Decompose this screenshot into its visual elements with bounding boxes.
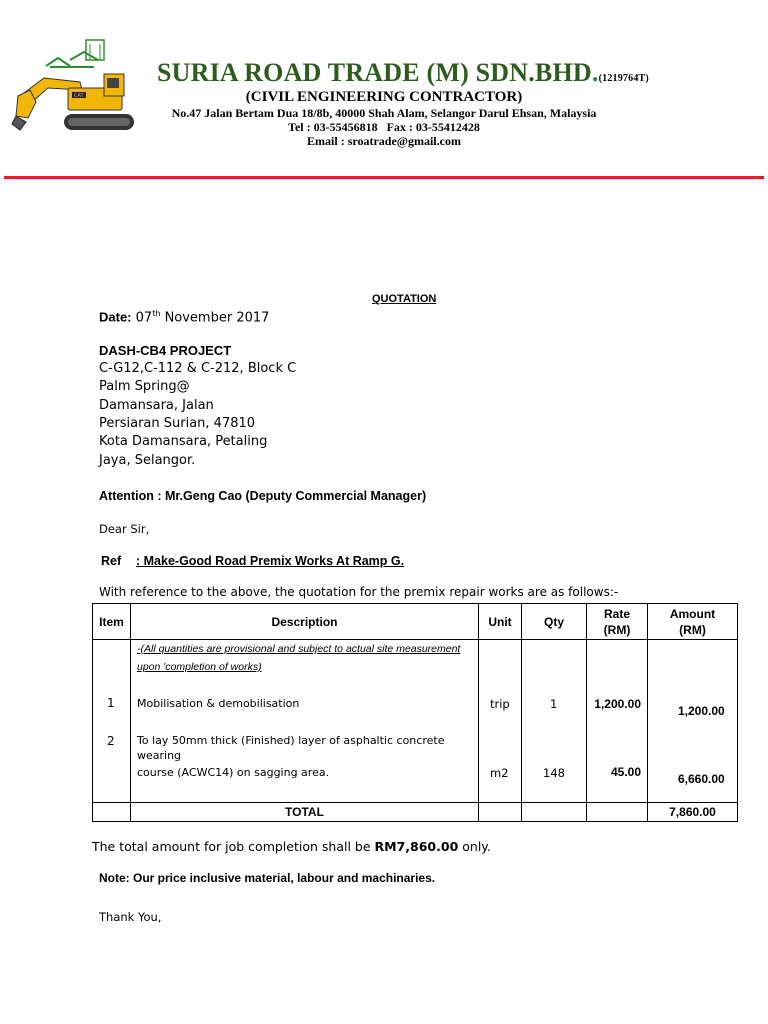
row-unit: m2 <box>490 766 509 780</box>
total-statement-value: RM7,860.00 <box>374 839 459 854</box>
row-qty: 148 <box>543 766 565 780</box>
row-rate: 45.00 <box>610 765 641 779</box>
company-name: SURIA ROAD TRADE (M) SDN.BHD <box>157 58 592 87</box>
row-description: Mobilisation & demobilisation <box>137 697 300 710</box>
table-header-row <box>93 604 738 640</box>
salutation: Dear Sir, <box>99 522 150 536</box>
address-line: Jaya, Selangor. <box>99 453 196 468</box>
row-description: To lay 50mm thick (Finished) layer of asphaltic concrete <box>137 734 445 747</box>
date-line <box>99 309 269 325</box>
header-rate-unit: (RM) <box>603 622 631 637</box>
project-name: DASH-CB4 PROJECT <box>99 343 232 358</box>
company-address: No.47 Jalan Bertam Dua 18/8b, 40000 Shah Alam, Selangor Darul Ehsan, Malaysia <box>171 106 597 120</box>
address-line: Persiaran Surian, 47810 <box>99 416 256 431</box>
row-amount: 1,200.00 <box>678 704 725 718</box>
excavator-logo-icon <box>10 38 150 148</box>
company-tel-fax: Tel : 03-55456818 Fax : 03-55412428 <box>288 120 480 134</box>
price-note: Note: Our price inclusive material, labour and machinaries. <box>99 871 436 885</box>
total-label: TOTAL <box>131 803 479 822</box>
total-statement <box>92 839 491 854</box>
row-amount: 6,660.00 <box>678 772 725 786</box>
logo-mark: CAT <box>74 93 84 99</box>
company-logo <box>10 38 150 148</box>
item-cell <box>93 640 131 803</box>
header-amount <box>648 604 738 640</box>
qty-cell <box>522 640 587 803</box>
row-qty: 1 <box>550 697 558 711</box>
row-rate: 1,200.00 <box>594 697 641 711</box>
company-reg-no: (1219764T) <box>598 73 649 84</box>
intro-text: With reference to the above, the quotation for the premix repair works are as follows:- <box>99 585 619 599</box>
address-line: Palm Spring@ <box>99 379 190 394</box>
total-amount: 7,860.00 <box>648 803 738 822</box>
description-cell <box>131 640 479 803</box>
header-unit: Unit <box>479 604 522 640</box>
date-month-year: November 2017 <box>164 310 270 326</box>
company-dot: . <box>591 58 599 87</box>
row-unit: trip <box>490 697 510 711</box>
total-qty-cell <box>522 803 587 822</box>
row-item: 1 <box>107 696 115 710</box>
header-item: Item <box>93 604 131 640</box>
ref-text: : Make-Good Road Premix Works At Ramp G. <box>136 554 405 568</box>
header-rate-label: Rate <box>603 606 630 621</box>
header-qty: Qty <box>522 604 587 640</box>
header-amount-label: Amount <box>669 606 716 621</box>
header-amount-unit: (RM) <box>679 622 706 637</box>
company-subtitle: (CIVIL ENGINEERING CONTRACTOR) <box>245 89 523 105</box>
date-suffix: th <box>152 309 161 318</box>
quotation-table <box>92 603 738 822</box>
row-description: course (ACWC14) on sagging area. <box>137 766 330 779</box>
address-line: Kota Damansara, Petaling <box>99 434 268 449</box>
company-email: Email : sroatrade@gmail.com <box>307 134 461 148</box>
document-title: QUOTATION <box>372 293 437 305</box>
header-divider <box>4 176 764 179</box>
address-line: Damansara, Jalan <box>99 398 214 413</box>
date-label: Date: <box>99 309 132 325</box>
table-note-line: -(All quantities are provisional and subject to actual site measurement <box>137 643 461 655</box>
total-rate-cell <box>587 803 648 822</box>
unit-cell <box>479 640 522 803</box>
row-description: wearing <box>137 749 182 762</box>
table-body-row <box>93 640 738 803</box>
rate-cell <box>587 640 648 803</box>
table-total-row <box>93 803 738 822</box>
total-statement-suffix: only. <box>462 839 491 854</box>
total-item-cell <box>93 803 131 822</box>
amount-cell <box>648 640 738 803</box>
header-rate <box>587 604 648 640</box>
header-description: Description <box>131 604 479 640</box>
company-name-line <box>157 58 649 88</box>
thanks: Thank You, <box>99 910 162 924</box>
total-unit-cell <box>479 803 522 822</box>
row-item: 2 <box>107 734 115 748</box>
address-line: C-G12,C-112 & C-212, Block C <box>99 361 297 376</box>
ref-label: Ref <box>101 554 122 568</box>
attention-line: Attention : Mr.Geng Cao (Deputy Commercial Manager) <box>99 489 427 503</box>
total-statement-prefix: The total amount for job completion shall be <box>92 839 371 854</box>
table-note-line: upon 'completion of works) <box>137 661 262 673</box>
date-day: 07 <box>135 310 153 326</box>
